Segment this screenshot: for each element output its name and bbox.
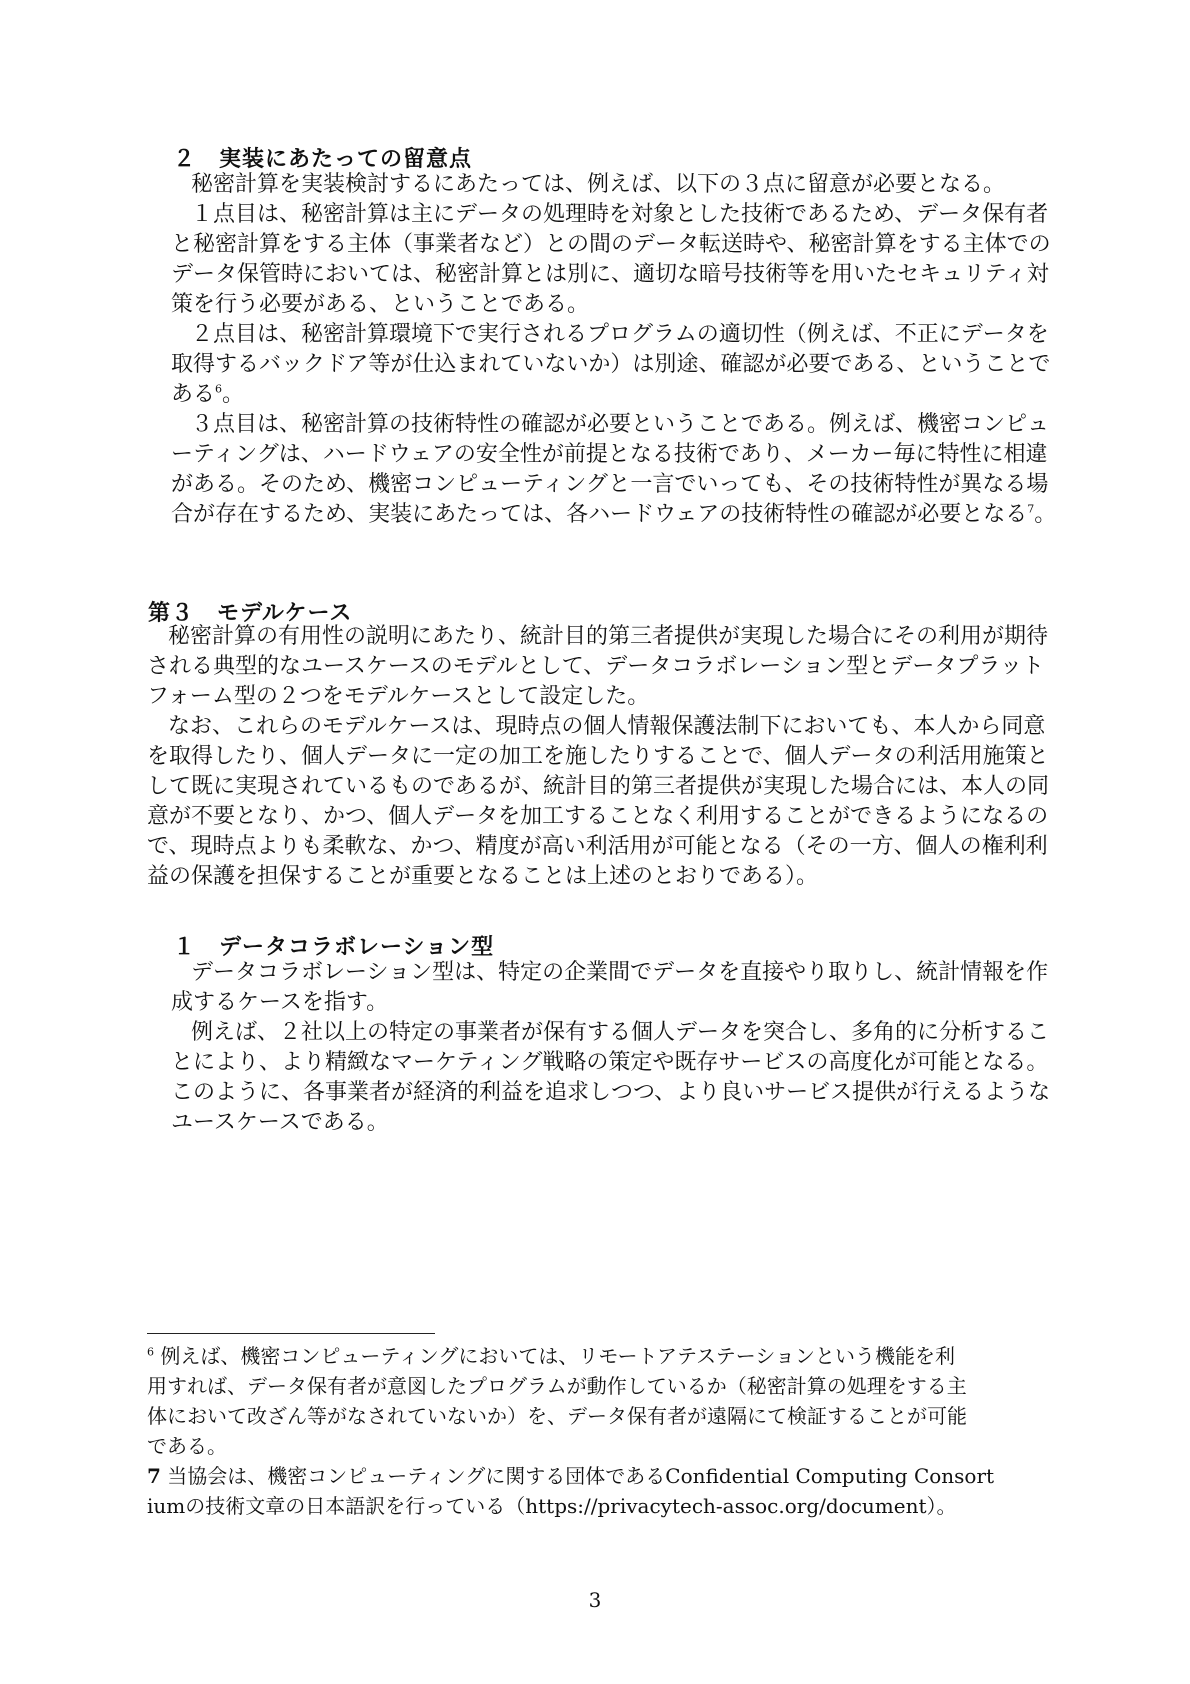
section-2-line-8-period: 。	[222, 382, 245, 407]
section-2-line-6: ２点目は、秘密計算環境下で実行されるプログラムの適切性（例えば、不正にデータを	[191, 322, 1049, 347]
footnote-7-number: 7	[147, 1464, 161, 1488]
footnote-ref-7[interactable]: 7	[1027, 502, 1035, 516]
section-2-line-12-text: 合が存在するため、実装にあたっては、各ハードウェアの技術特性の確認が必要となる	[171, 502, 1028, 527]
chapter-3-line-8: で、現時点よりも柔軟な、かつ、精度が高い利活用が可能となる（その一方、個人の権利利	[147, 834, 1048, 859]
chapter-3-line-2: される典型的なユースケースのモデルとして、データコラボレーション型とデータプラット	[147, 654, 1044, 679]
chapter-3-line-4: なお、これらのモデルケースは、現時点の個人情報保護法制下においても、本人から同意	[168, 714, 1046, 739]
section-2-line-2: １点目は、秘密計算は主にデータの処理時を対象とした技術であるため、データ保有者	[191, 202, 1049, 227]
section-2-line-9: ３点目は、秘密計算の技術特性の確認が必要ということである。例えば、機密コンピュ	[191, 412, 1050, 437]
footnote-6-line-2: 用すれば、データ保有者が意図したプログラムが動作しているか（秘密計算の処理をする主	[147, 1374, 967, 1398]
chapter-3-line-1: 秘密計算の有用性の説明にあたり、統計目的第三者提供が実現した場合にその利用が期待	[168, 624, 1049, 649]
footnote-separator	[147, 1333, 435, 1334]
footnote-6-number: 6	[147, 1345, 154, 1359]
section-2-line-7: 取得するバックドア等が仕込まれていないか）は別途、確認が必要である、ということで	[171, 352, 1051, 377]
footnote-6-line-1	[147, 1342, 955, 1370]
section-1-heading: １ データコラボレーション型	[173, 935, 495, 960]
chapter-3-line-5: を取得したり、個人データに一定の加工を施したりすることで、個人データの利活用施策と	[147, 744, 1049, 769]
footnote-7-line-2: iumの技術文章の日本語訳を行っている（https://privacytech-assoc.org/document）。	[147, 1494, 957, 1518]
section-2-line-1: 秘密計算を実装検討するにあたっては、例えば、以下の３点に留意が必要となる。	[191, 172, 1006, 197]
section-2-line-10: ーティングは、ハードウェアの安全性が前提となる技術であり、メーカー毎に特性に相違	[171, 442, 1048, 467]
chapter-3-line-6: して既に実現されているものであるが、統計目的第三者提供が実現した場合には、本人の同	[147, 774, 1050, 799]
section-2-line-12-period: 。	[1034, 502, 1057, 527]
footnote-ref-6[interactable]: 6	[215, 382, 223, 396]
footnote-6-line-4: である。	[147, 1434, 227, 1458]
section-1-line-2: 成するケースを指す。	[171, 990, 389, 1015]
section-1-line-1: データコラボレーション型は、特定の企業間でデータを直接やり取りし、統計情報を作	[191, 960, 1049, 985]
footnote-7-line-1	[147, 1462, 994, 1490]
chapter-3-line-9: 益の保護を担保することが重要となることは上述のとおりである）。	[147, 864, 819, 889]
page-number: 3	[588, 1588, 602, 1612]
chapter-3-line-3: フォーム型の２つをモデルケースとして設定した。	[147, 684, 650, 709]
section-2-line-12	[171, 500, 1056, 530]
section-2-line-8	[171, 380, 244, 410]
chapter-3-line-7: 意が不要となり、かつ、個人データを加工することなく利用することができるようになるの	[147, 804, 1049, 829]
section-2-line-3: と秘密計算をする主体（事業者など）との間のデータ転送時や、秘密計算をする主体での	[171, 232, 1051, 257]
footnote-6-line-3: 体において改ざん等がなされていないか）を、データ保有者が遠隔にて検証することが可能	[147, 1404, 967, 1428]
section-1-line-5: このように、各事業者が経済的利益を追求しつつ、より良いサービス提供が行えるような	[171, 1080, 1051, 1105]
chapter-3-heading: 第３ モデルケース	[148, 601, 353, 626]
section-1-line-3: 例えば、２社以上の特定の事業者が保有する個人データを突合し、多角的に分析するこ	[191, 1020, 1050, 1045]
section-2-line-8-text: ある	[171, 382, 216, 407]
section-2-line-4: データ保管時においては、秘密計算とは別に、適切な暗号技術等を用いたセキュリティ対	[171, 262, 1049, 287]
footnote-7-line-1-text: 当協会は、機密コンピューティングに関する団体であるConfidential Computing Consort	[167, 1464, 995, 1488]
section-2-line-11: がある。そのため、機密コンピューティングと一言でいっても、その技術特性が異なる場	[171, 472, 1049, 497]
section-1-line-6: ユースケースである。	[171, 1110, 389, 1135]
section-1-line-4: とにより、より精緻なマーケティング戦略の策定や既存サービスの高度化が可能となる。	[171, 1050, 1049, 1075]
footnote-6-line-1-text: 例えば、機密コンピューティングにおいては、リモートアテステーションという機能を利	[160, 1344, 955, 1368]
section-2-line-5: 策を行う必要がある、ということである。	[171, 292, 590, 317]
section-2-heading: ２ 実装にあたっての留意点	[173, 147, 473, 172]
